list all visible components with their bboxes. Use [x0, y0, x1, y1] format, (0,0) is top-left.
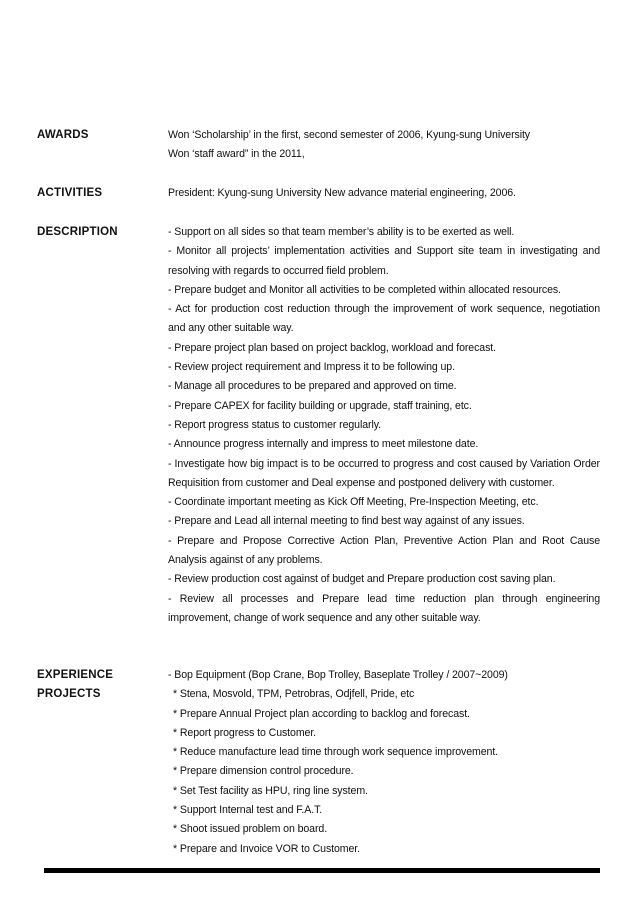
- experience-item: * Prepare Annual Project plan according to backlog and forecast.: [173, 707, 470, 720]
- experience-content: [168, 666, 600, 859]
- description-label: DESCRIPTION: [37, 226, 118, 238]
- experience-item: * Stena, Mosvold, TPM, Petrobras, Odjfell, Pride, etc: [173, 688, 415, 701]
- description-item: - Prepare budget and Monitor all activities to be completed within allocated resources.: [168, 283, 561, 296]
- description-item: - Coordinate important meeting as Kick Off Meeting, Pre-Inspection Meeting, etc.: [168, 496, 539, 509]
- description-item: - Prepare CAPEX for facility building or upgrade, staff training, etc.: [168, 399, 472, 412]
- description-item: - Manage all procedures to be prepared and approved on time.: [168, 380, 457, 393]
- awards-content: [168, 126, 600, 165]
- description-item: - Review production cost against of budget and Prepare production cost saving plan.: [168, 573, 556, 586]
- experience-label: EXPERIENCE: [37, 669, 114, 681]
- activities-line: President: Kyung-sung University New advance material engineering, 2006.: [168, 187, 516, 199]
- description-item: - Review all processes and Prepare lead time reduction plan through engineering improvement, change of work sequence and any other suitable way.: [168, 592, 600, 624]
- experience-item: * Set Test facility as HPU, ring line system.: [173, 784, 368, 797]
- description-item: - Monitor all projects’ implementation activities and Support site team in investigating and resolving with regards to occurred field problem.: [168, 245, 600, 277]
- description-item: - Investigate how big impact is to be occurred to progress and cost caused by Variation Order Requisition from customer and Deal expense and postponed delivery with customer.: [168, 457, 600, 489]
- description-item: - Prepare and Lead all internal meeting to find best way against of any issues.: [168, 515, 525, 528]
- experience-item: * Shoot issued problem on board.: [173, 823, 328, 836]
- awards-line: Won ‘Scholarship’ in the first, second semester of 2006, Kyung-sung University: [168, 129, 530, 141]
- activities-label: ACTIVITIES: [37, 187, 103, 199]
- awards-label: AWARDS: [37, 129, 89, 141]
- activities-content: [168, 184, 600, 203]
- projects-label: PROJECTS: [37, 688, 101, 701]
- bottom-divider: [44, 868, 600, 873]
- experience-item: * Reduce manufacture lead time through work sequence improvement.: [173, 746, 499, 759]
- experience-item: * Prepare dimension control procedure.: [173, 765, 354, 778]
- description-item: - Report progress status to customer regularly.: [168, 418, 381, 431]
- experience-item: * Report progress to Customer.: [173, 726, 317, 739]
- description-item: - Support on all sides so that team member’s ability is to be exerted as well.: [168, 226, 515, 238]
- experience-item: * Support Internal test and F.A.T.: [173, 804, 323, 817]
- experience-item: * Prepare and Invoice VOR to Customer.: [173, 842, 360, 855]
- description-item: - Prepare project plan based on project backlog, workload and forecast.: [168, 341, 496, 354]
- description-item: - Prepare and Propose Corrective Action Plan, Preventive Action Plan and Root Cause Analysis against of any problems.: [168, 534, 600, 567]
- description-item: - Announce progress internally and impress to meet milestone date.: [168, 438, 479, 451]
- awards-line: Won ‘staff award” in the 2011,: [168, 148, 305, 161]
- description-item: - Review project requirement and Impress it to be following up.: [168, 361, 455, 374]
- experience-header: - Bop Equipment (Bop Crane, Bop Trolley, Baseplate Trolley / 2007~2009): [168, 669, 508, 681]
- description-content: [168, 223, 600, 628]
- description-item: - Act for production cost reduction through the improvement of work sequence, negotiation and any other suitable way.: [168, 303, 600, 335]
